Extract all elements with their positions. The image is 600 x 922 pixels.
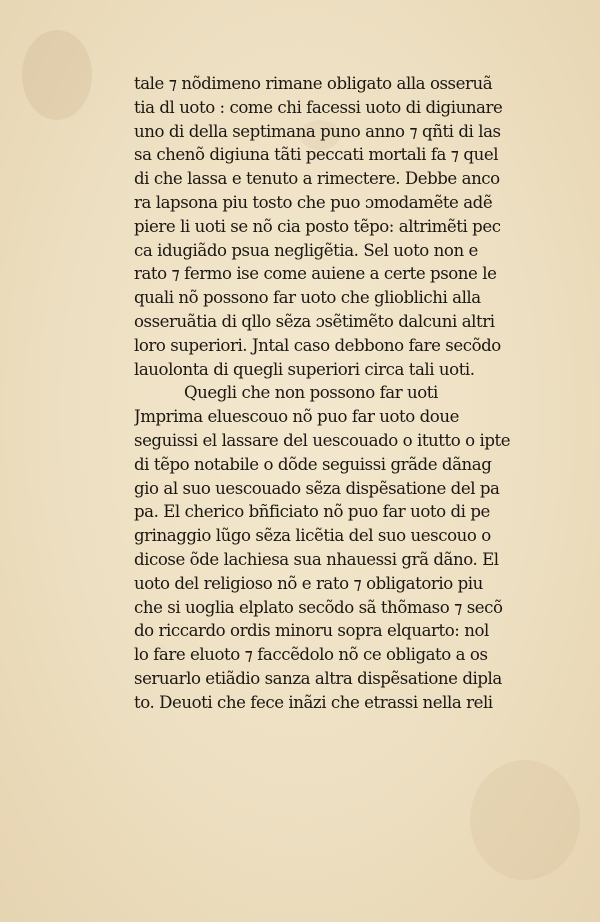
text-line: ra lapsona piu tosto che puo ɔmodamẽte adẽ [134, 192, 493, 212]
text-line: uno di della septimana puno anno ⁊ qñti di las [134, 121, 501, 141]
text-line: che si uoglia elplato secõdo sã thõmaso ⁊ secõ [134, 597, 503, 617]
text-line: di che lassa e tenuto a rimectere. Debbe anco [134, 169, 500, 189]
text-line: loro superiori. Jntal caso debbono fare secõdo [134, 335, 501, 355]
text-line: gio al suo uescouado sẽza dispẽsatione del pa [134, 478, 500, 498]
text-line: quali nõ possono far uoto che glioblichi alla [134, 288, 481, 308]
text-line: do riccardo ordis minoru sopra elquarto: nol [134, 621, 489, 641]
text-line: to. Deuoti che fece inãzi che etrassi nella reli [134, 692, 493, 712]
text-line: dicose õde lachiesa sua nhauessi grã dãno. El [134, 549, 499, 569]
section-heading: Quegli che non possono far uoti [184, 383, 438, 403]
text-line: lauolonta di quegli superiori circa tali uoti. [134, 359, 475, 379]
text-line: rato ⁊ fermo ise come auiene a certe psone le [134, 264, 497, 284]
text-line: grinaggio lũgo sẽza licẽtia del suo uescouo o [134, 526, 491, 546]
text-line: sa chenõ digiuna tãti peccati mortali fa ⁊ quel [134, 145, 499, 165]
text-line: tale ⁊ nõdimeno rimane obligato alla osseruã [134, 74, 493, 93]
text-line: Jmprima eluescouo nõ puo far uoto doue [134, 407, 459, 427]
text-line: uoto del religioso nõ e rato ⁊ obligatorio piu [134, 573, 483, 593]
paper-stain [470, 760, 580, 880]
text-block [134, 72, 544, 715]
paper-stain [22, 30, 92, 120]
text-line: osseruãtia di qllo sẽza ɔsẽtimẽto dalcuni altri [134, 311, 495, 331]
text-line: seruarlo etiãdio sanza altra dispẽsatione dipla [134, 668, 502, 688]
text-line: pa. El cherico bñficiato nõ puo far uoto di pe [134, 502, 490, 522]
text-line: di tẽpo notabile o dõde seguissi grãde dãnag [134, 454, 492, 474]
text-line: lo fare eluoto ⁊ faccẽdolo nõ ce obligato a os [134, 645, 488, 665]
text-line: tia dl uoto : come chi facessi uoto di digiunare [134, 97, 503, 117]
text-line: piere li uoti se nõ cia posto tẽpo: altrimẽti pec [134, 216, 501, 236]
text-line: ca idugiãdo psua negligẽtia. Sel uoto non e [134, 240, 478, 260]
text-line: seguissi el lassare del uescouado o itutto o ipte [134, 430, 511, 450]
